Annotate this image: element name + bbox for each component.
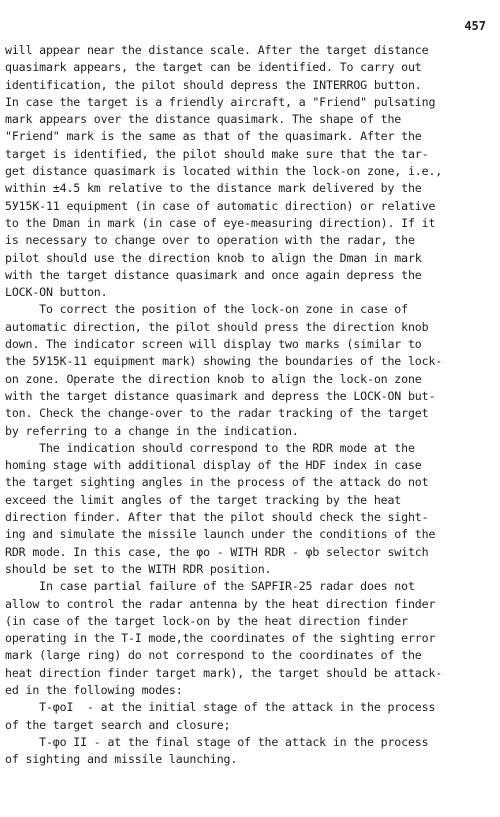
text-line: homing stage with additional display of the HDF index in case bbox=[5, 458, 422, 473]
text-line: The indication should correspond to the RDR mode at the bbox=[5, 440, 415, 455]
text-line: get distance quasimark is located within the lock-on zone, i.e., bbox=[5, 164, 443, 179]
page-number: 457 bbox=[464, 19, 486, 33]
text-line: with the target distance quasimark and depress the LOCK-ON but- bbox=[5, 388, 436, 403]
text-line: of sighting and missile launching. bbox=[5, 752, 238, 767]
text-line: To correct the position of the lock-on zone in case of bbox=[5, 302, 408, 317]
text-line: T-φoI - at the initial stage of the attack in the process bbox=[5, 700, 436, 715]
text-line: ed in the following modes: bbox=[5, 682, 183, 697]
text-line: exceed the limit angles of the target tracking by the heat bbox=[5, 492, 402, 507]
text-line: the target sighting angles in the process of the attack do not bbox=[5, 475, 429, 490]
text-line: direction finder. After that the pilot should check the sight- bbox=[5, 510, 429, 525]
text-line: RDR mode. In this case, the φo - WITH RDR - φb selector switch bbox=[5, 544, 429, 559]
text-line: to the Dman in mark (in case of eye-measuring direction). If it bbox=[5, 215, 436, 230]
text-line: heat direction finder target mark), the target should be attack- bbox=[5, 665, 443, 680]
text-line: T-φo II - at the final stage of the attack in the process bbox=[5, 734, 429, 749]
text-line: with the target distance quasimark and once again depress the bbox=[5, 267, 422, 282]
text-line: by referring to a change in the indication. bbox=[5, 423, 299, 438]
text-line: mark appears over the distance quasimark. The shape of the bbox=[5, 112, 402, 127]
text-line: pilot should use the direction knob to align the Dman in mark bbox=[5, 250, 422, 265]
text-line: quasimark appears, the target can be identified. To carry out bbox=[5, 60, 422, 75]
text-line: target is identified, the pilot should make sure that the tar- bbox=[5, 146, 429, 161]
text-line: In case the target is a friendly aircraft, a "Friend" pulsating bbox=[5, 94, 436, 109]
text-line: operating in the T-I mode,the coordinates of the sighting error bbox=[5, 631, 436, 646]
text-line: within ±4.5 km relative to the distance mark delivered by the bbox=[5, 181, 422, 196]
text-line: In case partial failure of the SAPFIR-25 radar does not bbox=[5, 579, 415, 594]
text-line: should be set to the WITH RDR position. bbox=[5, 561, 272, 576]
body-text bbox=[5, 42, 495, 768]
text-line: identification, the pilot should depress the INTERROG button. bbox=[5, 77, 422, 92]
text-line: of the target search and closure; bbox=[5, 717, 231, 732]
text-line: down. The indicator screen will display two marks (similar to bbox=[5, 337, 422, 352]
text-line: on zone. Operate the direction knob to align the lock-on zone bbox=[5, 371, 422, 386]
text-line: LOCK-ON button. bbox=[5, 285, 108, 300]
text-line: mark (large ring) do not correspond to the coordinates of the bbox=[5, 648, 422, 663]
text-line: (in case of the target lock-on by the heat direction finder bbox=[5, 613, 408, 628]
text-line: will appear near the distance scale. After the target distance bbox=[5, 43, 429, 57]
text-line: ing and simulate the missile launch under the conditions of the bbox=[5, 527, 436, 542]
text-line: is necessary to change over to operation with the radar, the bbox=[5, 233, 415, 248]
text-line: allow to control the radar antenna by the heat direction finder bbox=[5, 596, 436, 611]
text-line: "Friend" mark is the same as that of the quasimark. After the bbox=[5, 129, 422, 144]
text-line: ton. Check the change-over to the radar tracking of the target bbox=[5, 406, 429, 421]
text-line: automatic direction, the pilot should press the direction knob bbox=[5, 319, 429, 334]
text-line: the 5У15K-11 equipment mark) showing the boundaries of the lock- bbox=[5, 354, 443, 369]
text-line: 5У15K-11 equipment (in case of automatic direction) or relative bbox=[5, 198, 436, 213]
